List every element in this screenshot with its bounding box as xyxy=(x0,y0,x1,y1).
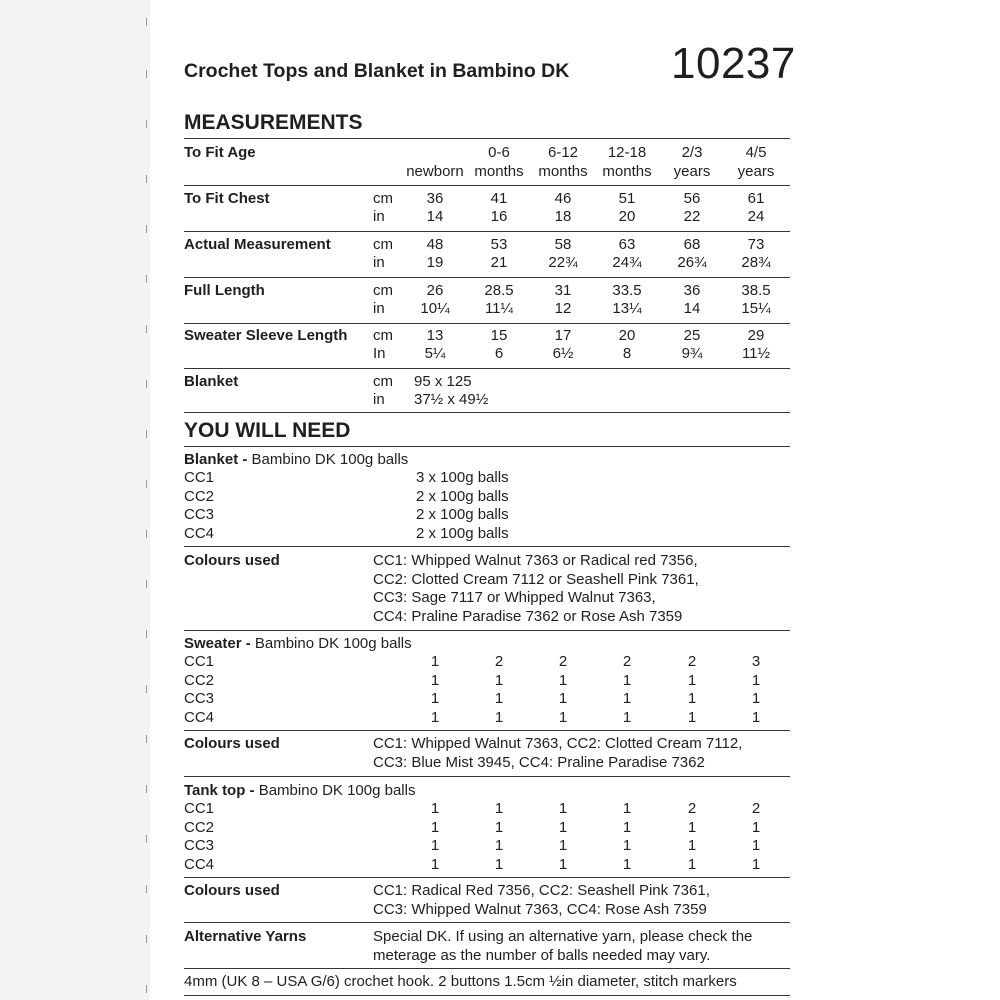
yarn-quantity: 1 xyxy=(430,818,440,836)
alternative-yarns-note: meterage as the number of balls needed may vary. xyxy=(373,946,711,964)
age-column-line2: years xyxy=(673,163,711,180)
row-rule xyxy=(184,323,790,324)
age-rule xyxy=(184,185,790,186)
edge-tick xyxy=(146,580,151,588)
yarn-quantity: 1 xyxy=(622,855,632,873)
edge-tick xyxy=(146,225,151,233)
measurement-value: 26 xyxy=(426,282,444,299)
age-column-line1: 4/5 xyxy=(745,144,767,161)
yarn-code: CC2 xyxy=(184,818,215,836)
yarn-quantity: 2 xyxy=(558,653,568,670)
yarn-quantity: 1 xyxy=(430,837,440,854)
yarn-quantity: 1 xyxy=(751,855,761,873)
edge-tick xyxy=(146,735,151,743)
yarn-code: CC3 xyxy=(184,837,215,854)
measurements-rule xyxy=(184,138,790,139)
measurement-value: 5¼ xyxy=(424,345,446,362)
measurement-row-label: To Fit Chest xyxy=(184,190,270,207)
blanket-yarn-header-rest: Bambino DK 100g balls xyxy=(247,451,409,468)
measurement-row-label: Actual Measurement xyxy=(184,236,331,253)
measurement-value: 33.5 xyxy=(612,282,642,299)
measurement-value: 41 xyxy=(490,190,508,207)
measurement-value: 8 xyxy=(622,345,632,362)
to-fit-age-label: To Fit Age xyxy=(184,144,256,161)
blanket-size-in: 37½ x 49½ xyxy=(414,391,489,408)
yarn-code: CC2 xyxy=(184,487,215,505)
measurement-value: 20 xyxy=(618,327,636,344)
measurement-value: 24¾ xyxy=(612,254,642,271)
alternative-yarns-label: Alternative Yarns xyxy=(184,928,307,945)
measurement-value: 10¼ xyxy=(420,300,450,317)
measurement-row-label: Sweater Sleeve Length xyxy=(184,327,348,344)
tank-top-yarn-header xyxy=(184,782,415,799)
yarn-quantity: 1 xyxy=(430,708,440,726)
unit-label: cm xyxy=(373,190,393,207)
measurement-value: 19 xyxy=(426,254,444,271)
measurement-value: 36 xyxy=(426,190,444,207)
sweater-yarn-header xyxy=(184,635,412,652)
yarn-quantity: 1 xyxy=(558,837,568,854)
yarn-amount: 3 x 100g balls xyxy=(416,469,509,486)
yarn-quantity: 1 xyxy=(622,818,632,836)
row-rule xyxy=(184,277,790,278)
measurement-value: 31 xyxy=(554,282,572,299)
blanket-rule xyxy=(184,412,790,413)
age-column-line1: 12-18 xyxy=(607,144,647,161)
need-rule xyxy=(184,446,790,447)
colour-line: CC4: Praline Paradise 7362 or Rose Ash 7359 xyxy=(373,607,683,625)
colour-line: CC3: Whipped Walnut 7363, CC4: Rose Ash 7359 xyxy=(373,900,707,918)
colours-used-label: Colours used xyxy=(184,735,280,752)
measurement-value: 22 xyxy=(683,208,701,225)
yarn-quantity: 1 xyxy=(687,855,697,873)
measurement-row-label: Full Length xyxy=(184,282,265,299)
colour-line: CC3: Sage 7117 or Whipped Walnut 7363, xyxy=(373,589,656,606)
blanket-colours-rule xyxy=(184,630,790,631)
yarn-code: CC3 xyxy=(184,690,215,707)
colour-line: CC1: Whipped Walnut 7363 or Radical red 7356, xyxy=(373,552,698,569)
yarn-amount: 2 x 100g balls xyxy=(416,487,509,505)
yarn-quantity: 2 xyxy=(751,800,761,817)
yarn-quantity: 1 xyxy=(687,690,697,707)
sweater-yarn-header-bold: Sweater - xyxy=(184,635,251,652)
yarn-quantity: 1 xyxy=(622,671,632,689)
you-will-need-heading: YOU WILL NEED xyxy=(184,419,351,442)
edge-tick xyxy=(146,18,151,26)
measurement-value: 20 xyxy=(618,208,636,225)
unit-label: cm xyxy=(373,282,393,299)
unit-label: in xyxy=(373,254,385,271)
scan-edge-marks xyxy=(142,0,152,1000)
tank-top-yarn-header-bold: Tank top - xyxy=(184,782,255,799)
yarn-code: CC4 xyxy=(184,708,215,726)
measurement-value: 16 xyxy=(490,208,508,225)
colour-line: CC2: Clotted Cream 7112 or Seashell Pink 7361, xyxy=(373,570,699,588)
blanket-yarn-rule xyxy=(184,546,790,547)
yarn-quantity: 1 xyxy=(751,818,761,836)
measurement-value: 13¼ xyxy=(612,300,642,317)
measurement-value: 15¼ xyxy=(741,300,771,317)
measurement-value: 17 xyxy=(554,327,572,344)
yarn-quantity: 1 xyxy=(558,855,568,873)
measurement-value: 26¾ xyxy=(677,254,707,271)
yarn-quantity: 1 xyxy=(622,837,632,854)
yarn-quantity: 1 xyxy=(494,818,504,836)
measurement-value: 58 xyxy=(554,236,572,253)
measurement-value: 46 xyxy=(554,190,572,207)
sweater-yarn-header-rest: Bambino DK 100g balls xyxy=(250,635,412,652)
measurement-value: 68 xyxy=(683,236,701,253)
edge-tick xyxy=(146,785,151,793)
alternative-yarns-note: Special DK. If using an alternative yarn, please check the xyxy=(373,928,753,945)
yarn-quantity: 1 xyxy=(494,690,504,707)
yarn-quantity: 1 xyxy=(558,818,568,836)
measurement-value: 11¼ xyxy=(484,300,514,317)
yarn-quantity: 1 xyxy=(494,855,504,873)
pattern-number: 10237 xyxy=(671,39,796,88)
measurement-value: 29 xyxy=(747,327,765,344)
edge-tick xyxy=(146,120,151,128)
unit-label: cm xyxy=(373,236,393,253)
yarn-quantity: 1 xyxy=(687,708,697,726)
bottom-rule xyxy=(184,995,790,996)
measurement-value: 28.5 xyxy=(484,282,514,299)
unit-label: In xyxy=(373,345,386,362)
measurement-value: 11½ xyxy=(741,345,771,362)
colour-line: CC1: Radical Red 7356, CC2: Seashell Pink 7361, xyxy=(373,882,710,899)
measurement-value: 12 xyxy=(554,300,572,317)
measurements-heading: MEASUREMENTS xyxy=(184,111,363,134)
yarn-quantity: 2 xyxy=(494,653,504,670)
blanket-size-cm: 95 x 125 xyxy=(414,373,472,390)
edge-tick xyxy=(146,480,151,488)
yarn-code: CC1 xyxy=(184,469,215,486)
edge-tick xyxy=(146,430,151,438)
age-column-line2: months xyxy=(602,163,652,180)
yarn-quantity: 2 xyxy=(622,653,632,670)
yarn-quantity: 1 xyxy=(622,800,632,817)
yarn-quantity: 1 xyxy=(558,690,568,707)
unit-label: in xyxy=(373,208,385,225)
yarn-quantity: 1 xyxy=(494,800,504,817)
measurement-value: 13 xyxy=(426,327,444,344)
yarn-quantity: 1 xyxy=(622,708,632,726)
yarn-code: CC4 xyxy=(184,855,215,873)
measurement-value: 14 xyxy=(426,208,444,225)
yarn-code: CC1 xyxy=(184,800,215,817)
yarn-quantity: 2 xyxy=(687,800,697,817)
yarn-quantity: 1 xyxy=(687,671,697,689)
edge-tick xyxy=(146,530,151,538)
yarn-quantity: 1 xyxy=(430,653,440,670)
blanket-yarn-header-bold: Blanket - xyxy=(184,451,248,468)
yarn-quantity: 1 xyxy=(430,671,440,689)
measurement-value: 18 xyxy=(554,208,572,225)
measurement-value: 36 xyxy=(683,282,701,299)
measurement-value: 53 xyxy=(490,236,508,253)
yarn-quantity: 1 xyxy=(558,708,568,726)
edge-tick xyxy=(146,985,151,993)
yarn-code: CC1 xyxy=(184,653,215,670)
yarn-quantity: 1 xyxy=(687,837,697,854)
yarn-quantity: 1 xyxy=(430,800,440,817)
yarn-quantity: 1 xyxy=(751,837,761,854)
measurement-value: 61 xyxy=(747,190,765,207)
age-column-line1: 0-6 xyxy=(488,144,510,161)
edge-tick xyxy=(146,935,151,943)
measurement-value: 22¾ xyxy=(548,254,578,271)
measurement-value: 38.5 xyxy=(741,282,771,299)
blanket-size-label: Blanket xyxy=(184,373,239,390)
edge-tick xyxy=(146,835,151,843)
edge-tick xyxy=(146,70,151,78)
edge-tick xyxy=(146,885,151,893)
pattern-title: Crochet Tops and Blanket in Bambino DK xyxy=(184,60,570,82)
yarn-quantity: 1 xyxy=(751,708,761,726)
yarn-quantity: 1 xyxy=(494,837,504,854)
edge-tick xyxy=(146,275,151,283)
edge-tick xyxy=(146,175,151,183)
edge-tick xyxy=(146,685,151,693)
yarn-quantity: 1 xyxy=(494,671,504,689)
yarn-quantity: 1 xyxy=(494,708,504,726)
yarn-quantity: 1 xyxy=(687,818,697,836)
yarn-amount: 2 x 100g balls xyxy=(416,506,509,523)
alternative-rule xyxy=(184,968,790,969)
yarn-amount: 2 x 100g balls xyxy=(416,524,509,542)
edge-tick xyxy=(146,630,151,638)
measurement-value: 56 xyxy=(683,190,701,207)
measurement-value: 25 xyxy=(683,327,701,344)
age-column-line2: newborn xyxy=(406,163,464,180)
measurement-value: 51 xyxy=(618,190,636,207)
yarn-quantity: 1 xyxy=(751,690,761,707)
measurement-value: 6 xyxy=(494,345,504,362)
measurement-value: 48 xyxy=(426,236,444,253)
age-column-line1: 6-12 xyxy=(547,144,579,161)
tank-colours-rule xyxy=(184,922,790,923)
yarn-code: CC4 xyxy=(184,524,215,542)
measurement-value: 14 xyxy=(683,300,701,317)
unit-label: in xyxy=(373,300,385,317)
colours-used-label: Colours used xyxy=(184,882,280,899)
measurement-value: 21 xyxy=(490,254,508,271)
yarn-code: CC2 xyxy=(184,671,215,689)
yarn-quantity: 1 xyxy=(558,671,568,689)
yarn-quantity: 3 xyxy=(751,653,761,670)
measurement-value: 9¾ xyxy=(681,345,703,362)
yarn-quantity: 1 xyxy=(430,855,440,873)
yarn-quantity: 1 xyxy=(430,690,440,707)
unit-label: cm xyxy=(373,327,393,344)
edge-tick xyxy=(146,325,151,333)
row-rule xyxy=(184,231,790,232)
measurement-value: 63 xyxy=(618,236,636,253)
sweater-yarn-rule xyxy=(184,730,790,731)
edge-tick xyxy=(146,380,151,388)
colours-used-label: Colours used xyxy=(184,552,280,569)
hook-note: 4mm (UK 8 – USA G/6) crochet hook. 2 buttons 1.5cm ½in diameter, stitch markers xyxy=(184,973,737,990)
sweater-colours-rule xyxy=(184,776,790,777)
age-column-line1: 2/3 xyxy=(681,144,703,161)
colour-line: CC1: Whipped Walnut 7363, CC2: Clotted Cream 7112, xyxy=(373,735,743,752)
unit-label: cm xyxy=(373,373,393,390)
blanket-yarn-header xyxy=(184,451,408,468)
tank-top-yarn-header-rest: Bambino DK 100g balls xyxy=(254,782,416,799)
age-column-line2: months xyxy=(538,163,588,180)
colour-line: CC3: Blue Mist 3945, CC4: Praline Paradise 7362 xyxy=(373,753,705,771)
row-rule xyxy=(184,368,790,369)
yarn-quantity: 1 xyxy=(751,671,761,689)
yarn-quantity: 1 xyxy=(558,800,568,817)
age-column-line2: years xyxy=(737,163,775,180)
measurement-value: 28¾ xyxy=(741,254,771,271)
unit-label: in xyxy=(373,391,385,408)
measurement-value: 6½ xyxy=(552,345,574,362)
measurement-value: 15 xyxy=(490,327,508,344)
age-column-line2: months xyxy=(474,163,524,180)
measurement-value: 24 xyxy=(747,208,765,225)
tank-yarn-rule xyxy=(184,877,790,878)
yarn-quantity: 1 xyxy=(622,690,632,707)
yarn-quantity: 2 xyxy=(687,653,697,670)
yarn-code: CC3 xyxy=(184,506,215,523)
measurement-value: 73 xyxy=(747,236,765,253)
